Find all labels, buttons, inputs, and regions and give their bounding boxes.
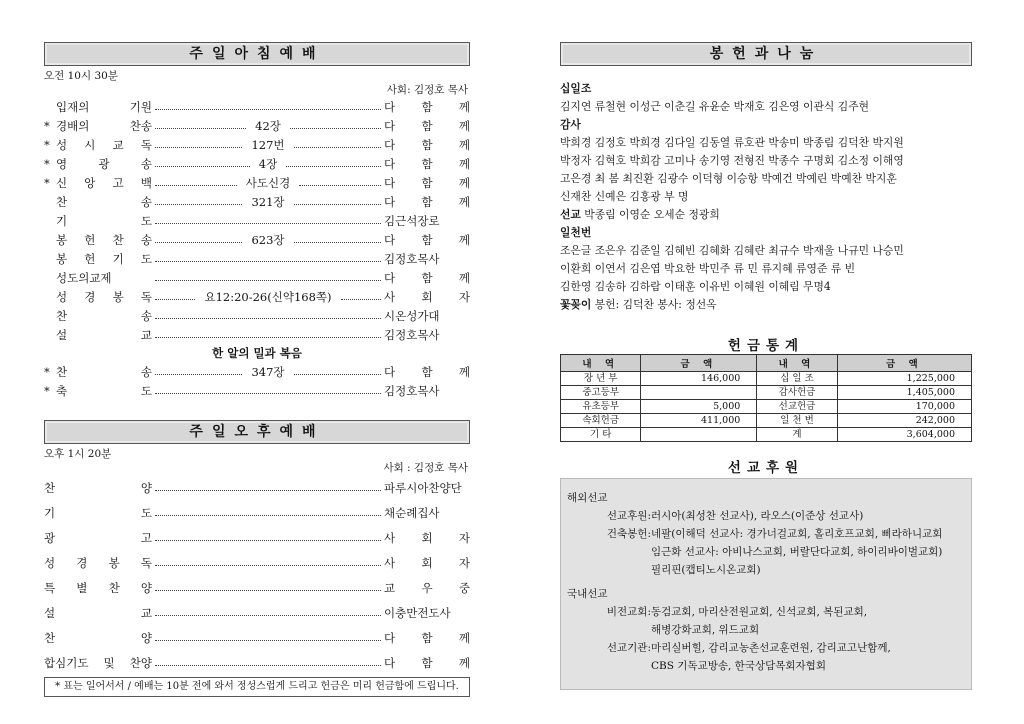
- order-row: [44, 268, 470, 287]
- leader-dots: [155, 128, 246, 129]
- left-column: [44, 42, 470, 697]
- leader-dots: [155, 242, 242, 243]
- offering-names-line: 이환희 이연서 김은엽 박요한 박민주 류 민 류지혜 류영준 류 빈: [560, 262, 856, 275]
- order-label: 성도의교제: [56, 270, 112, 285]
- order-leader: [152, 390, 384, 391]
- leader-dots: [155, 299, 195, 300]
- order-detail: 4장: [253, 156, 283, 172]
- leader-dots: [155, 204, 242, 205]
- order-detail: 321장: [245, 194, 290, 210]
- offering-names-line: 김지연 류철현 이성근 이춘길 유윤순 박재호 김은영 이관식 김주현: [560, 100, 870, 113]
- order-label: 찬 양: [44, 480, 152, 495]
- morning-time: 오전 10시 30분: [44, 70, 118, 82]
- order-label: 성 경 봉 독: [44, 555, 152, 570]
- mission-section-head: 국내선교: [567, 588, 608, 600]
- stats-cell: 170,000: [837, 400, 971, 414]
- mission-line: [567, 561, 965, 579]
- leader-dots: [299, 185, 381, 186]
- order-row: [44, 97, 470, 116]
- order-leader: [152, 487, 384, 488]
- offering-names-line: 조은글 조은우 김준일 김혜빈 김혜화 김혜란 최규수 박재울 나규민 나승민: [560, 244, 904, 257]
- afternoon-presider: 사회 : 김정호 목사: [383, 462, 468, 474]
- order-leader: [152, 220, 384, 221]
- order-label: 설 교: [56, 327, 152, 342]
- mission-section-head: 해외선교: [567, 492, 608, 504]
- order-leader: [152, 156, 384, 172]
- order-leader: [152, 194, 384, 210]
- leader-dots: [155, 665, 381, 666]
- stats-cell: 기 타: [561, 428, 641, 442]
- order-leader: [152, 364, 384, 380]
- order-leader: [152, 612, 384, 613]
- order-row: [44, 287, 470, 306]
- leader-dots: [155, 318, 381, 319]
- offering-names-line: 고은경 최 봄 최진환 김광수 이덕형 이승항 박예건 박예린 박예찬 박지훈: [560, 172, 897, 185]
- order-label: 영 광 송: [56, 156, 152, 171]
- stats-cell: 411,000: [641, 414, 757, 428]
- stats-row: [561, 386, 972, 400]
- mission-text: 네팔(이해덕 선교사: 경가너걸교회, 홀리호프교회, 삐라하니교회: [651, 528, 943, 540]
- order-leader: [152, 537, 384, 538]
- order-prefix: *: [44, 118, 50, 133]
- order-person: 다 함 께: [384, 364, 470, 379]
- leader-dots: [294, 147, 381, 148]
- order-label: 광 고: [44, 530, 152, 545]
- order-person: 김정호목사: [384, 383, 440, 398]
- order-label: 찬 송: [56, 364, 152, 379]
- order-person: 다 함 께: [384, 156, 470, 171]
- mission-key: 건축봉헌:: [606, 528, 651, 540]
- order-person: 다 함 께: [384, 137, 470, 152]
- order-detail: 요12:20-26(신약168쪽): [198, 289, 337, 305]
- leader-dots: [286, 166, 381, 167]
- stats-cell: 146,000: [641, 372, 757, 386]
- order-row: [44, 230, 470, 249]
- order-label: 합심기도 및 찬양: [44, 655, 152, 670]
- leader-dots: [155, 185, 237, 186]
- leader-dots: [155, 615, 381, 616]
- order-label: 설 교: [44, 605, 152, 620]
- leader-dots: [341, 299, 381, 300]
- order-person: 교 우 중: [384, 580, 470, 595]
- order-person: 사 회 자: [384, 289, 470, 304]
- order-label: 입재의 기원: [56, 99, 152, 114]
- mission-text: CBS 기독교방송, 한국상담목회자협회: [651, 660, 826, 672]
- stats-cell: 1,405,000: [837, 386, 971, 400]
- stats-cell: 242,000: [837, 414, 971, 428]
- stats-cell: 5,000: [641, 400, 757, 414]
- mission-box: [560, 478, 972, 690]
- offering-group-inline: [560, 296, 972, 314]
- leader-dots: [155, 109, 381, 110]
- order-prefix: *: [44, 137, 50, 152]
- leader-dots: [155, 147, 242, 148]
- offering-group-names: 봉헌: 김덕찬 봉사: 정선옥: [594, 298, 717, 311]
- leader-dots: [155, 393, 381, 394]
- mission-text: 러시아(최성찬 선교사), 라오스(이준상 선교사): [651, 510, 864, 522]
- stats-cell: 중고등부: [561, 386, 641, 400]
- mission-text: 동검교회, 마리산전원교회, 신석교회, 복된교회,: [651, 606, 868, 618]
- mission-text: 필리핀(캡티노시온교회): [651, 564, 761, 576]
- order-detail: 사도신경: [240, 175, 296, 191]
- mission-key: 선교후원:: [606, 510, 651, 522]
- order-row: [44, 600, 470, 625]
- order-row: [44, 650, 470, 675]
- order-leader: [152, 277, 384, 278]
- order-leader: [152, 289, 384, 305]
- order-label: 성 시 교 독: [56, 137, 152, 152]
- order-detail: 127번: [245, 137, 290, 153]
- order-row: [44, 475, 470, 500]
- order-leader: [152, 662, 384, 663]
- stats-cell: 장 년 부: [561, 372, 641, 386]
- morning-closing-list: [44, 362, 470, 400]
- order-person: 다 함 께: [384, 118, 470, 133]
- order-leader: [152, 334, 384, 335]
- footnote: * 표는 일어서서 / 예배는 10분 전에 와서 정성스럽게 드리고 헌금은 미리 헌금함에 드립니다.: [44, 677, 470, 697]
- stats-cell: 유초등부: [561, 400, 641, 414]
- mission-line: [567, 657, 965, 675]
- stats-row: [561, 414, 972, 428]
- order-row: [44, 525, 470, 550]
- order-prefix: *: [44, 175, 50, 190]
- stats-cell: 1,225,000: [837, 372, 971, 386]
- leader-dots: [155, 280, 381, 281]
- mission-line: [567, 603, 965, 621]
- offering-group-head: 선교: [560, 208, 581, 221]
- leader-dots: [155, 490, 381, 491]
- afternoon-order-list: [44, 475, 470, 675]
- order-label: 봉 헌 찬 송: [56, 232, 152, 247]
- mission-key: [567, 621, 651, 639]
- sermon-title: 한 알의 밀과 복음: [212, 346, 302, 360]
- stats-header-cell: 금 액: [641, 355, 757, 372]
- order-row: [44, 249, 470, 268]
- order-person: 다 함 께: [384, 175, 470, 190]
- order-label: 기 도: [44, 505, 152, 520]
- order-person: 다 함 께: [384, 99, 470, 114]
- mission-line: [567, 639, 965, 657]
- order-leader: [152, 175, 384, 191]
- stats-cell: 선교헌금: [757, 400, 837, 414]
- order-person: 다 함 께: [384, 232, 470, 247]
- offering-group-inline: [560, 206, 972, 224]
- stats-cell: 3,604,000: [837, 428, 971, 442]
- order-row: [44, 325, 470, 344]
- stats-header-cell: 내 역: [757, 355, 837, 372]
- order-row: [44, 500, 470, 525]
- offering-stats-title: 헌금통계: [727, 338, 805, 354]
- offering-names-line: 박희경 김정호 박희경 김다일 김동열 류호관 박송미 박종림 김덕찬 박지원: [560, 136, 904, 149]
- order-row: [44, 211, 470, 230]
- order-row: [44, 362, 470, 381]
- order-prefix: *: [44, 383, 50, 398]
- order-row: [44, 192, 470, 211]
- leader-dots: [155, 374, 242, 375]
- leader-dots: [155, 540, 381, 541]
- offering-group-head: 십일조: [560, 82, 592, 95]
- order-label: 특 별 찬 양: [44, 580, 152, 595]
- order-person: 사 회 자: [384, 555, 470, 570]
- order-person: 다 함 께: [384, 655, 470, 670]
- stats-cell: 십 일 조: [757, 372, 837, 386]
- order-label: 찬 양: [44, 630, 152, 645]
- afternoon-worship-title: 주일오후예배: [44, 420, 470, 444]
- stats-header-row: [561, 355, 972, 372]
- offering-group-names: 박종림 이영순 오세순 정광희: [584, 208, 720, 221]
- order-person: 파루시아찬양단: [384, 480, 462, 495]
- order-prefix: *: [44, 364, 50, 379]
- order-person: 채순례집사: [384, 505, 440, 520]
- order-leader: [152, 587, 384, 588]
- order-detail: 623장: [245, 232, 290, 248]
- leader-dots: [290, 128, 381, 129]
- order-row: [44, 625, 470, 650]
- mission-text: 해병강화교회, 위드교회: [651, 624, 760, 636]
- order-label: 봉 헌 기 도: [56, 251, 152, 266]
- stats-cell: 일 천 번: [757, 414, 837, 428]
- offering-names-line: 박정자 김혁호 박희감 고미나 송기영 전형진 박종수 구명회 김소정 이해영: [560, 154, 904, 167]
- offering-names-line: 신재찬 신예은 김홍광 부 명: [560, 190, 689, 203]
- order-person: 다 함 께: [384, 270, 470, 285]
- morning-presider: 사회: 김정호 목사: [386, 84, 468, 96]
- order-person: 다 함 께: [384, 630, 470, 645]
- order-leader: [152, 512, 384, 513]
- mission-title: 선교후원: [727, 460, 805, 476]
- leader-dots: [294, 242, 381, 243]
- leader-dots: [155, 261, 381, 262]
- stats-row: [561, 400, 972, 414]
- order-leader: [152, 562, 384, 563]
- leader-dots: [155, 515, 381, 516]
- order-label: 찬 송: [56, 308, 152, 323]
- order-label: 신 앙 고 백: [56, 175, 152, 190]
- mission-text: 임근화 선교사: 아비나스교회, 버랄단다교회, 하이리바이벌교회): [651, 546, 943, 558]
- leader-dots: [294, 374, 381, 375]
- order-leader: [152, 315, 384, 316]
- stats-cell: [641, 428, 757, 442]
- offering-stats-table: [560, 354, 972, 442]
- leader-dots: [155, 565, 381, 566]
- order-row: [44, 116, 470, 135]
- order-label: 성 경 봉 독: [56, 289, 152, 304]
- leader-dots: [294, 204, 381, 205]
- order-prefix: *: [44, 156, 50, 171]
- mission-text: 마리실버힐, 감리교농촌선교훈련원, 감리교고난함께,: [651, 642, 891, 654]
- offering-group-head: 일천번: [560, 226, 592, 239]
- order-detail: 42장: [249, 118, 287, 134]
- order-label: 찬 송: [56, 194, 152, 209]
- order-person: 김근석장로: [384, 213, 440, 228]
- mission-line: [567, 543, 965, 561]
- order-label: 축 도: [56, 383, 152, 398]
- leader-dots: [155, 337, 381, 338]
- order-row: [44, 173, 470, 192]
- stats-cell: [641, 386, 757, 400]
- right-column: [560, 42, 972, 690]
- morning-order-list: [44, 97, 470, 344]
- stats-cell: 속회헌금: [561, 414, 641, 428]
- stats-header-cell: 내 역: [561, 355, 641, 372]
- mission-line: [567, 621, 965, 639]
- stats-header-cell: 금 액: [837, 355, 971, 372]
- stats-cell: 감사헌금: [757, 386, 837, 400]
- order-leader: [152, 232, 384, 248]
- stats-cell: 계: [757, 428, 837, 442]
- order-person: 다 함 께: [384, 194, 470, 209]
- offering-names-line: 김한영 김송하 김하람 이태훈 이유빈 이혜원 이혜림 무명4: [560, 280, 831, 293]
- order-detail: 347장: [245, 364, 290, 380]
- leader-dots: [155, 166, 250, 167]
- order-leader: [152, 137, 384, 153]
- order-row: [44, 381, 470, 400]
- stats-row: [561, 428, 972, 442]
- mission-key: 비전교회:: [606, 606, 651, 618]
- order-person: 사 회 자: [384, 530, 470, 545]
- order-row: [44, 135, 470, 154]
- order-leader: [152, 118, 384, 134]
- mission-key: [567, 561, 651, 579]
- leader-dots: [155, 590, 381, 591]
- afternoon-time: 오후 1시 20분: [44, 448, 112, 460]
- order-leader: [152, 106, 384, 107]
- leader-dots: [155, 640, 381, 641]
- order-person: 시온성가대: [384, 308, 440, 323]
- offering-group-head: 꽃꽂이: [560, 298, 592, 311]
- order-label: 경배의 찬송: [56, 118, 152, 133]
- offering-group-head: 감사: [560, 118, 581, 131]
- order-label: 기 도: [56, 213, 152, 228]
- order-person: 이충만전도사: [384, 605, 451, 620]
- mission-key: 선교기관:: [606, 642, 651, 654]
- offering-groups: [560, 80, 972, 314]
- order-leader: [152, 637, 384, 638]
- order-row: [44, 575, 470, 600]
- order-row: [44, 306, 470, 325]
- order-person: 김정호목사: [384, 327, 440, 342]
- mission-key: [567, 543, 651, 561]
- mission-line: [567, 507, 965, 525]
- stats-row: [561, 372, 972, 386]
- morning-worship-title: 주일아침예배: [44, 42, 470, 66]
- order-row: [44, 154, 470, 173]
- mission-key: [567, 657, 651, 675]
- order-person: 김정호목사: [384, 251, 440, 266]
- mission-line: [567, 525, 965, 543]
- order-leader: [152, 258, 384, 259]
- leader-dots: [155, 223, 381, 224]
- order-row: [44, 550, 470, 575]
- offering-title: 봉헌과나눔: [560, 42, 972, 66]
